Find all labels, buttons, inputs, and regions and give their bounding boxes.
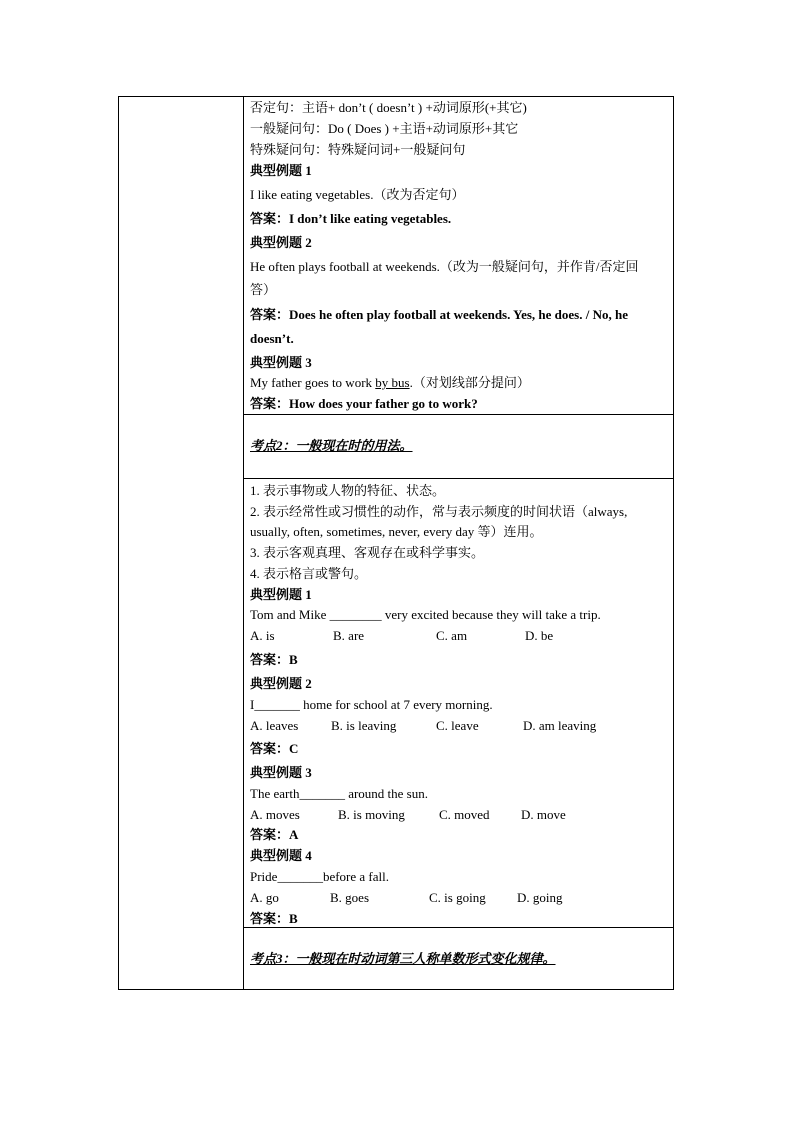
section-heading: 考点2：一般现在时的用法。 bbox=[250, 438, 413, 453]
example-title: 典型例题 2 bbox=[250, 235, 312, 250]
example-title: 典型例题 1 bbox=[250, 163, 312, 178]
section2-content-cell bbox=[244, 479, 673, 928]
option-a: A. leaves bbox=[250, 718, 299, 733]
section1-cell bbox=[244, 97, 673, 415]
example-question: He often plays football at weekends.（改为一般疑问句，并作肯/否定回 bbox=[250, 259, 639, 274]
option-c: C. am bbox=[436, 628, 468, 643]
option-d: D. move bbox=[521, 807, 566, 822]
left-column bbox=[119, 97, 244, 989]
example-question: Tom and Mike ________ very excited because they will take a trip. bbox=[250, 607, 601, 622]
example-question: Pride_______before a fall. bbox=[250, 869, 389, 884]
option-b: B. are bbox=[333, 628, 365, 643]
usage-item: 2. 表示经常性或习惯性的动作，常与表示频度的时间状语（always, bbox=[250, 504, 628, 519]
example-question: My father goes to work by bus.（对划线部分提问） bbox=[250, 375, 530, 390]
example-answer-cont: doesn’t. bbox=[250, 331, 294, 346]
option-a: A. go bbox=[250, 890, 279, 905]
example-answer: 答案：Does he often play football at weekends. Yes, he does. / No, he bbox=[250, 307, 628, 322]
section3-heading-cell bbox=[244, 928, 673, 990]
usage-item: 3. 表示客观真理、客观存在或科学事实。 bbox=[250, 545, 485, 560]
option-d: D. am leaving bbox=[523, 718, 597, 733]
negative-rule: 否定句：主语+ don’t ( doesn’t ) +动词原形(+其它) bbox=[250, 100, 527, 115]
option-d: D. be bbox=[525, 628, 554, 643]
example-title: 典型例题 3 bbox=[250, 765, 312, 780]
example-answer: 答案：C bbox=[250, 741, 299, 756]
usage-item: 4. 表示格言或警句。 bbox=[250, 566, 368, 581]
example-question: The earth_______ around the sun. bbox=[250, 786, 428, 801]
example-title: 典型例题 1 bbox=[250, 587, 312, 602]
option-c: C. is going bbox=[429, 890, 486, 905]
example-answer: 答案：How does your father go to work? bbox=[250, 396, 478, 411]
special-question-rule: 特殊疑问句：特殊疑问词+一般疑问句 bbox=[250, 142, 466, 157]
option-b: B. is moving bbox=[338, 807, 405, 822]
example-question: I_______ home for school at 7 every morning. bbox=[250, 697, 493, 712]
example-title: 典型例题 2 bbox=[250, 676, 312, 691]
option-c: C. leave bbox=[436, 718, 479, 733]
example-title: 典型例题 4 bbox=[250, 848, 312, 863]
example-answer: 答案：I don’t like eating vegetables. bbox=[250, 211, 452, 226]
example-title: 典型例题 3 bbox=[250, 355, 312, 370]
option-a: A. moves bbox=[250, 807, 300, 822]
example-answer: 答案：B bbox=[250, 652, 298, 667]
option-a: A. is bbox=[250, 628, 275, 643]
underlined-phrase: by bus bbox=[375, 375, 410, 390]
usage-item: 1. 表示事物或人物的特征、状态。 bbox=[250, 483, 446, 498]
content-table bbox=[118, 96, 674, 990]
option-b: B. goes bbox=[330, 890, 369, 905]
example-answer: 答案：B bbox=[250, 911, 298, 926]
section-heading: 考点3：一般现在时动词第三人称单数形式变化规律。 bbox=[250, 951, 556, 966]
example-answer: 答案：A bbox=[250, 827, 299, 842]
question-rule: 一般疑问句：Do ( Does ) +主语+动词原形+其它 bbox=[250, 121, 519, 136]
option-c: C. moved bbox=[439, 807, 490, 822]
usage-item-cont: usually, often, sometimes, never, every day 等）连用。 bbox=[250, 524, 543, 539]
section2-heading-cell bbox=[244, 415, 673, 479]
option-b: B. is leaving bbox=[331, 718, 397, 733]
example-question: I like eating vegetables.（改为否定句） bbox=[250, 187, 465, 202]
option-d: D. going bbox=[517, 890, 563, 905]
example-question-cont: 答） bbox=[250, 282, 277, 297]
